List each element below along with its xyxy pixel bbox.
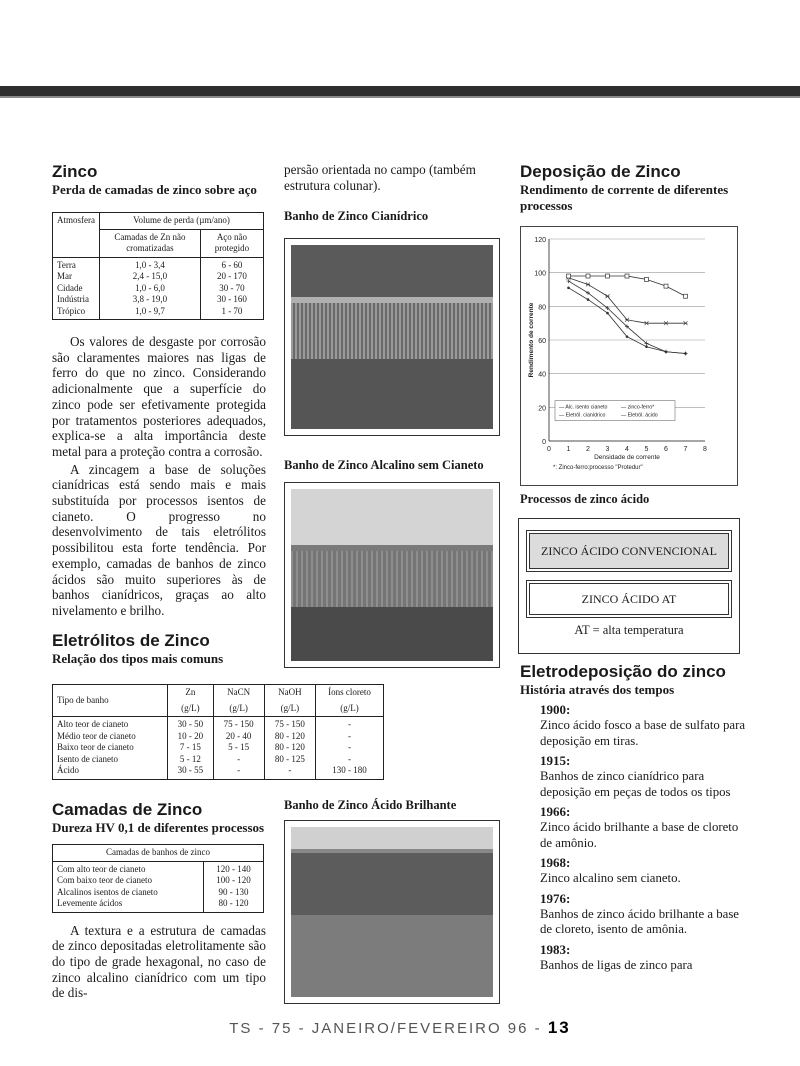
section-title-zinco: Zinco [52, 162, 98, 181]
cell-cloreto: - [347, 753, 351, 764]
cell-nacn: - [237, 753, 241, 764]
table-header: Tipo de banho [53, 685, 168, 717]
table-cell [53, 717, 168, 780]
cell-camada: Alcalinos isentos de cianeto [57, 886, 158, 897]
data-point [645, 321, 649, 325]
cell-atmosfera: Mar [57, 271, 72, 281]
table-header-cromat: Camadas de Zn não cromatizadas [100, 229, 201, 257]
chart-frame [520, 226, 738, 486]
data-point [645, 345, 648, 348]
y-tick-label: 60 [538, 338, 546, 345]
table-header: NaCN [213, 685, 264, 701]
history-list [540, 702, 746, 973]
cell-atmosfera: Indústria [57, 294, 89, 304]
table-eletrolitos [52, 684, 384, 780]
cell-camada: Levemente ácidos [57, 898, 123, 908]
right-column [520, 162, 748, 214]
data-point [586, 274, 590, 278]
y-tick-label: 20 [538, 405, 546, 413]
legend-entry: — Alc. isento cianeto [559, 404, 608, 411]
table-cell [168, 717, 213, 780]
legend-entry: — Eletról. cianídrico [559, 412, 606, 419]
process-note: AT = alta temperatura [574, 623, 684, 637]
table-unit: (g/L) [264, 701, 315, 717]
cell-nacn: 20 - 40 [225, 730, 252, 741]
y-tick-label: 40 [538, 371, 546, 379]
x-axis-label: Densidade de corrente [594, 454, 660, 461]
cell-dureza: 90 - 130 [218, 886, 249, 897]
history-year: 1983: [540, 941, 571, 957]
history-section [520, 662, 746, 977]
photo-caption: Banho de Zinco Alcalino sem Cianeto [284, 458, 484, 472]
section-title-acido: Processos de zinco ácido [520, 492, 650, 506]
history-year: 1976: [540, 890, 571, 906]
micrograph-photo [284, 820, 500, 1004]
cell-cloreto: - [347, 719, 351, 729]
table-cell [100, 257, 201, 320]
cell-cloreto: 130 - 180 [332, 765, 367, 775]
acid-process-box [518, 518, 740, 654]
x-tick-label: 0 [547, 446, 551, 453]
micrograph-image [291, 489, 493, 661]
section-subtitle-camadas: Dureza HV 0,1 de diferentes processos [52, 820, 265, 835]
cell-nacn: 5 - 15 [228, 742, 250, 752]
y-tick-label: 80 [538, 304, 546, 312]
data-point [587, 298, 590, 301]
table-cell [53, 861, 204, 912]
history-year: 1968: [540, 855, 571, 870]
photo-caption: Banho de Zinco Cianídrico [284, 209, 429, 224]
data-point [664, 321, 668, 325]
cell-naoh: 80 - 125 [274, 753, 305, 764]
cell-naoh: 80 - 120 [274, 730, 305, 741]
cell-tipo: Baixo teor de cianeto [57, 742, 134, 752]
table-cell [53, 257, 100, 320]
cell-nacn: 75 - 150 [223, 719, 254, 729]
section-subtitle-deposicao: Rendimento de corrente de diferentes processos [520, 182, 729, 213]
data-point [664, 284, 668, 288]
section-title-deposicao: Deposição de Zinco [520, 162, 681, 181]
section-title-historia: Eletrodeposição do zinco [520, 662, 726, 681]
cell-zn: 3,8 - 19,0 [132, 294, 168, 304]
photo-caption: Banho de Zinco Ácido Brilhante [284, 798, 457, 812]
top-rule [0, 86, 800, 96]
cell-zn: 7 - 15 [179, 742, 201, 752]
cell-tipo: Isento de cianeto [57, 753, 118, 764]
table-header-atmosfera: Atmosfera [53, 213, 100, 258]
data-point [625, 318, 629, 322]
x-tick-label: 6 [664, 446, 668, 453]
cell-atmosfera: Trópico [57, 305, 86, 316]
table-unit: (g/L) [213, 701, 264, 717]
paragraph: Os valores de desgaste por corrosão são claramentes maiores nas ligas de ferro do que no zinco. Considerando adicionalmente que a superfície do zinco pode ser efetivamente protegida por tratamentos posteriores adequados, explica-se a alta importância deste metal para a proteção contra a corrosão. [52, 334, 266, 459]
x-tick-label: 2 [586, 446, 590, 453]
legend-entry: — zinco-ferro* [621, 404, 655, 411]
top-rule-thin [0, 96, 800, 98]
cell-zn: 1,0 - 3,4 [134, 259, 165, 270]
data-point [606, 294, 610, 298]
cell-zn: 1,0 - 9,7 [134, 305, 165, 316]
cell-atmosfera: Terra [57, 259, 76, 270]
cell-dureza: 120 - 140 [216, 863, 251, 874]
data-point [567, 279, 571, 283]
table-cell [204, 861, 264, 912]
cell-naoh: - [288, 765, 292, 775]
left-column-lower [52, 800, 266, 1001]
history-text: Banhos de zinco ácido brilhante a base de cloreto, isento de amônia. [540, 906, 739, 936]
y-axis-label: Rendimento de corrente [528, 302, 535, 378]
table-header-volume: Volume de perda (µm/ano) [100, 213, 264, 230]
cell-naoh: 80 - 120 [274, 742, 305, 752]
table-unit: (g/L) [168, 701, 213, 717]
cell-aco: 6 - 60 [221, 259, 243, 270]
cell-atmosfera: Cidade [57, 282, 83, 293]
y-tick-label: 100 [534, 270, 546, 278]
history-year: 1900: [540, 702, 571, 717]
history-text: Zinco ácido brilhante a base de cloreto de amônio. [540, 820, 739, 850]
legend-entry: — Eletról. ácido [621, 412, 658, 419]
data-point [625, 274, 629, 278]
cell-aco: 30 - 160 [216, 294, 247, 304]
micrograph-photo [284, 238, 500, 436]
cell-zn: 1,0 - 6,0 [134, 282, 165, 293]
cell-tipo: Ácido [57, 765, 79, 775]
data-point [606, 312, 609, 315]
table-header-aco: Aço não protegido [200, 229, 263, 257]
page-number: 13 [547, 1018, 571, 1037]
cell-cloreto: - [347, 742, 351, 752]
cell-zn: 5 - 12 [179, 753, 201, 764]
data-point [567, 287, 570, 290]
table-dureza [52, 844, 264, 913]
table-cell [264, 717, 315, 780]
process-box-convencional: ZINCO ÁCIDO CONVENCIONAL [529, 533, 729, 569]
x-tick-label: 3 [605, 446, 610, 453]
data-point [626, 335, 629, 338]
history-text: Zinco ácido fosco a base de sulfato para deposição em tiras. [540, 718, 746, 748]
data-point [664, 350, 668, 354]
current-efficiency-chart [521, 227, 737, 485]
cell-camada: Com alto teor de cianeto [57, 863, 146, 874]
footer-text: TS - 75 - JANEIRO/FEVEREIRO 96 - [229, 1020, 542, 1037]
section-subtitle-historia: História através dos tempos [520, 682, 675, 697]
cell-aco: 30 - 70 [219, 282, 245, 293]
table-cell [213, 717, 264, 780]
series-line [569, 281, 686, 353]
data-point [606, 274, 610, 278]
cell-nacn: - [237, 765, 241, 775]
table-header: Camadas de banhos de zinco [53, 845, 264, 862]
y-tick-label: 0 [542, 439, 546, 446]
process-box-at: ZINCO ÁCIDO AT [529, 583, 729, 615]
x-tick-label: 7 [683, 446, 688, 453]
paragraph-continued: persão orientada no campo (também estrutura colunar). [284, 162, 476, 193]
table-header: Íons cloreto [315, 685, 383, 701]
micrograph-image [291, 827, 493, 997]
micrograph-image [291, 245, 493, 429]
y-tick-label: 120 [534, 237, 546, 244]
section-subtitle-zinco: Perda de camadas de zinco sobre aço [52, 182, 257, 197]
table-cell [200, 257, 263, 320]
x-tick-label: 1 [566, 446, 571, 453]
table-unit: (g/L) [315, 701, 383, 717]
table-header: NaOH [264, 685, 315, 701]
paragraph: A zincagem a base de soluções cianídricas está sendo mais e mais substituída por processos isentos de cianeto. O progresso no desenvolvimento de tais eletrólitos possibilitou esta forte tendência. Por exemplo, camadas de banhos de zinco ácidos são muito superiores às de banhos cianídricos, graças ao alto nivelamento e brilho. [52, 461, 266, 618]
cell-zn: 30 - 55 [177, 765, 204, 775]
data-point [684, 321, 688, 325]
section-title-eletrolitos: Eletrólitos de Zinco [52, 630, 210, 650]
history-text: Banhos de ligas de zinco para [540, 957, 693, 972]
cell-naoh: 75 - 150 [274, 719, 305, 729]
history-year: 1966: [540, 804, 571, 819]
micrograph-photo [284, 482, 500, 668]
data-point [567, 274, 571, 278]
cell-zn: 30 - 50 [177, 719, 204, 729]
cell-dureza: 100 - 120 [216, 875, 251, 885]
cell-zn: 2,4 - 15,0 [132, 271, 168, 281]
history-text: Banhos de zinco cianídrico para deposição em peças de todos os tipos [540, 769, 731, 799]
page-footer [0, 1018, 800, 1038]
cell-tipo: Alto teor de cianeto [57, 719, 129, 729]
x-tick-label: 4 [625, 446, 629, 453]
data-point [684, 294, 688, 298]
section-subtitle-eletrolitos: Relação dos tipos mais comuns [52, 650, 224, 666]
x-tick-label: 8 [703, 446, 707, 453]
middle-column [284, 162, 500, 472]
data-point [645, 277, 649, 281]
history-text: Zinco alcalino sem cianeto. [540, 871, 681, 885]
left-column [52, 162, 266, 667]
series-line [569, 288, 686, 354]
cell-aco: 1 - 70 [221, 305, 243, 316]
table-cell [315, 717, 383, 780]
section-title-camadas: Camadas de Zinco [52, 800, 203, 819]
cell-tipo: Médio teor de cianeto [57, 730, 136, 741]
cell-aco: 20 - 170 [216, 271, 247, 281]
data-point [586, 282, 590, 286]
table-perda-zinco [52, 212, 264, 320]
cell-zn: 10 - 20 [177, 730, 204, 741]
paragraph: A textura e a estrutura de camadas de zinco depositadas eletrolitamente são do tipo de grade hexagonal, no caso de zinco alcalino cianídrico com um tipo de dis- [52, 922, 266, 1001]
chart-footnote: *: Zinco-ferro:processo "Protedur" [553, 465, 643, 471]
cell-dureza: 80 - 120 [218, 898, 249, 908]
history-year: 1915: [540, 753, 571, 768]
data-point [684, 351, 688, 355]
x-tick-label: 5 [644, 446, 649, 453]
cell-cloreto: - [347, 730, 351, 741]
table-header: Zn [168, 685, 213, 701]
cell-camada: Com baixo teor de cianeto [57, 875, 152, 885]
